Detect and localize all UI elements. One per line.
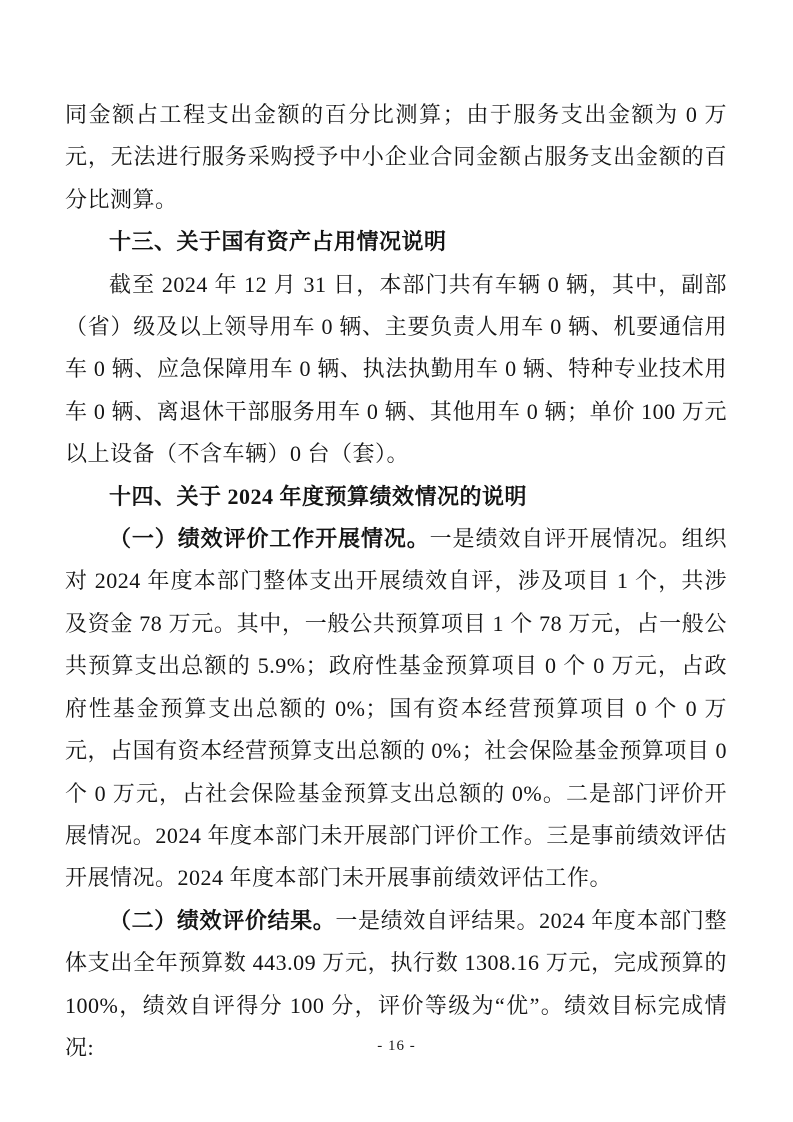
bold-text-run: （二）绩效评价结果。 [109,907,336,933]
section-heading [65,476,727,518]
text-run: 截至 2024 年 12 月 31 日，本部门共有车辆 0 辆，其中，副部（省）级及以上领导用车 0 辆、主要负责人用车 0 辆、机要通信用车 0 辆、应急保障用车 0 辆、执法执勤用车 0 辆、特种专业技术用车 0 辆、离退休干部服务用车 0 辆、其他用车 0 辆；单价 100 万元以上设备（不含车辆）0 台（套）。 [65,271,727,467]
page-number: - 16 - [377,1038,416,1054]
text-run: 同金额占工程支出金额的百分比测算；由于服务支出金额为 0 万元，无法进行服务采购授予中小企业合同金额占服务支出金额的百分比测算。 [65,102,727,212]
bold-text-run: （一）绩效评价工作开展情况。 [109,526,430,552]
bold-text-run: 十三、关于国有资产占用情况说明 [109,229,447,255]
paragraph [65,518,727,900]
document-body [65,94,727,1069]
paragraph [65,94,727,221]
text-run: 一是绩效自评开展情况。组织对 2024 年度本部门整体支出开展绩效自评，涉及项目 1 个，共涉及资金 78 万元。其中，一般公共预算项目 1 个 78 万元，占一般公共预算支出总额的 5.9%；政府性基金预算项目 0 个 0 万元，占政府性基金预算支出总额的 0%；国有资本经营预算项目 0 个 0 万元，占国有资本经营预算支出总额的 0%；社会保险基金预算项目 0 个 0 万元，占社会保险基金预算支出总额的 0%。二是部门评价开展情况。2024 年度本部门未开展部门评价工作。三是事前绩效评估开展情况。2024 年度本部门未开展事前绩效评估工作。 [65,526,728,891]
paragraph [65,264,727,476]
text-run: 一是绩效自评结果。2024 年度本部门整体支出全年预算数 443.09 万元，执行数 1308.16 万元，完成预算的 100%，绩效自评得分 100 分，评价等级为“优”。绩效目标完成情况: [65,907,727,1060]
bold-text-run: 十四、关于 2024 年度预算绩效情况的说明 [109,483,528,509]
section-heading [65,221,727,263]
